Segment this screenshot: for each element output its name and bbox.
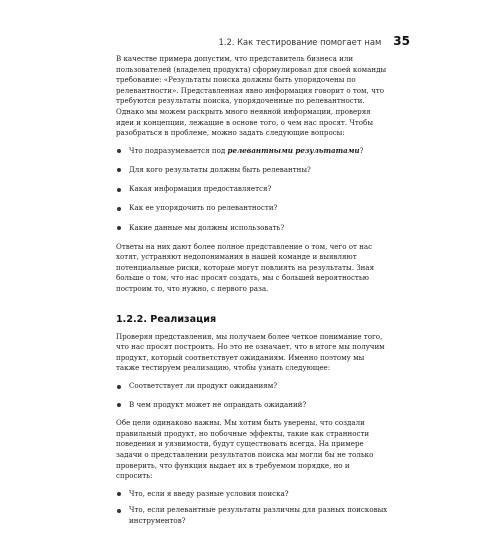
- list-item: [116, 146, 388, 157]
- list-item-text-suffix: ?: [359, 145, 364, 155]
- bullet-icon: [117, 492, 121, 496]
- list-item: [116, 505, 388, 526]
- bullet-icon: [117, 509, 121, 513]
- list-item-text: В чем продукт может не оправдать ожиданий?: [129, 399, 307, 409]
- list-item-text: Какая информация предоставляется?: [129, 184, 272, 194]
- implementation-list-1: [116, 381, 388, 410]
- list-item-text: Соответствует ли продукт ожиданиям?: [129, 381, 278, 391]
- bullet-icon: [117, 403, 121, 407]
- list-item: [116, 184, 388, 195]
- list-item-text-prefix: Что подразумевается под: [129, 145, 228, 155]
- list-item-emphasis: релевантными результатами: [227, 145, 360, 155]
- list-item: [116, 165, 388, 176]
- list-item: [116, 223, 388, 234]
- bullet-icon: [117, 207, 121, 211]
- bullet-icon: [117, 385, 121, 389]
- list-item: [116, 203, 388, 214]
- list-item-text: Что, если я введу разные условия поиска?: [129, 488, 289, 498]
- list-item-text: Какие данные мы должны использовать?: [129, 222, 285, 232]
- implementation-paragraph-2: Обе цели одинаково важны. Мы хотим быть уверены, что создали правильный продукт, но побочные эффекты, такие как странности поведения и уязвимости, будут существовать всегда. На примере задачи о представлении результатов поиска мы могли бы не только проверить, что функция выдает их в требуемом порядке, но и спросить:: [116, 418, 374, 481]
- bullet-icon: [117, 188, 121, 192]
- list-item-text: Для кого результаты должны быть релевантны?: [129, 164, 311, 174]
- list-item-text: Что, если релевантные результаты различны для разных поисковых инструментов?: [129, 505, 388, 525]
- bullet-icon: [117, 226, 121, 230]
- answers-paragraph: Ответы на них дают более полное представление о том, чего от нас хотят, устраняют недопонимания в нашей команде и выявляют потенциальные риски, которые могут повлиять на результаты. Зная больше о том, что нас просят создать, мы с большей вероятностью построим то, что нужно, с первого раза.: [116, 241, 375, 294]
- list-item-text: Как ее упорядочить по релевантности?: [129, 203, 278, 213]
- page-number: 35: [393, 34, 410, 48]
- bullet-icon: [117, 149, 121, 153]
- intro-paragraph: В качестве примера допустим, что представитель бизнеса или пользователей (владелец продукта) сформулировал для своей команды требование: «Результаты поиска должны быть упорядочены по релевантности». Представленная явно информация говорит о том, что требуются результаты поиска, упорядоченные по релевантности. Однако мы можем раскрыть много неявной информации, проверяя идеи и концепции, лежащие в основе того, о чем нас просят. Чтобы разобраться в проблеме, можно задать следующие вопросы:: [116, 54, 387, 138]
- questions-list: [116, 146, 388, 233]
- page-body: [116, 54, 388, 533]
- list-item: [116, 489, 388, 500]
- implementation-list-2: [116, 489, 388, 527]
- list-item: [116, 381, 388, 392]
- chapter-running-title: 1.2. Как тестирование помогает нам: [218, 37, 382, 47]
- section-heading: 1.2.2. Реализация: [116, 313, 217, 325]
- bullet-icon: [117, 168, 121, 172]
- running-header: [218, 34, 410, 48]
- implementation-paragraph-1: Проверяя представления, мы получаем более четкое понимание того, что нас просят построить. Но это не означает, что в итоге мы получим продукт, который соответствует ожиданиям. Именно поэтому мы также тестируем реализацию, чтобы узнать следующее:: [116, 331, 385, 373]
- list-item: [116, 400, 388, 411]
